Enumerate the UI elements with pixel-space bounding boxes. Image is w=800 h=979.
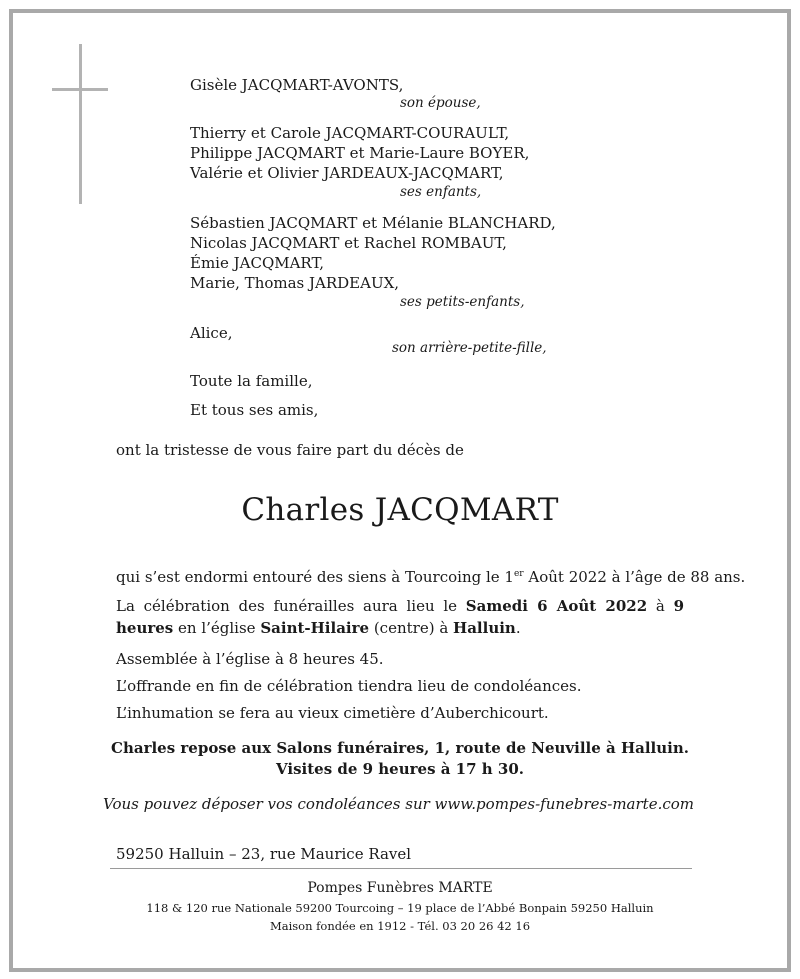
condolences-line: Vous pouvez déposer vos condoléances sur www.pompes-funebres-marte.com — [102, 795, 694, 813]
family-line: Toute la famille, — [190, 372, 313, 390]
church-name: Saint-Hilaire — [260, 619, 370, 637]
children-role: ses enfants, — [400, 184, 482, 200]
great-grandchild-role: son arrière-petite-fille, — [392, 340, 547, 356]
funeral-home-name: Pompes Funèbres MARTE — [307, 880, 493, 896]
ceremony-town: Halluin — [453, 619, 516, 637]
funeral-home-addresses: 118 & 120 rue Nationale 59200 Tourcoing – 19 place de l’Abbé Bonpain 59250 Halluin — [146, 901, 654, 915]
deceased-name: Charles JACQMART — [241, 492, 559, 528]
grandchildren-role: ses petits-enfants, — [400, 294, 525, 310]
cross-horizontal-bar — [52, 88, 108, 91]
funeral-home-founded: Maison fondée en 1912 - Tél. 03 20 26 42 16 — [269, 919, 531, 933]
grandchild-line-3: Émie JACQMART, — [190, 254, 325, 272]
burial-statement: L’inhumation se fera au vieux cimetière d’Auberchicourt. — [116, 704, 549, 722]
visiting-hours-line: Visites de 9 heures à 17 h 30. — [276, 760, 524, 778]
grandchild-line-1: Sébastien JACQMART et Mélanie BLANCHARD, — [190, 214, 556, 232]
rest-location-line: Charles repose aux Salons funéraires, 1, route de Neuville à Halluin. — [111, 739, 689, 757]
death-statement: qui s’est endormi entouré des siens à Tourcoing le 1er Août 2022 à l’âge de 88 ans. — [116, 568, 746, 586]
child-line-1: Thierry et Carole JACQMART-COURAULT, — [190, 124, 510, 142]
footer-divider — [110, 868, 692, 869]
family-address: 59250 Halluin – 23, rue Maurice Ravel — [116, 845, 412, 863]
assembly-statement: Assemblée à l’église à 8 heures 45. — [116, 650, 384, 668]
offering-statement: L’offrande en fin de célébration tiendra lieu de condoléances. — [116, 677, 582, 695]
ceremony-statement: La célébration des funérailles aura lieu le Samedi 6 Août 2022 à 9 heures en l’église Saint-Hilaire (centre) à Halluin. — [116, 597, 685, 637]
grandchild-line-2: Nicolas JACQMART et Rachel ROMBAUT, — [190, 234, 507, 252]
child-line-3: Valérie et Olivier JARDEAUX-JACQMART, — [190, 164, 504, 182]
ceremony-time: 9 heures — [116, 597, 685, 637]
friends-line: Et tous ses amis, — [190, 401, 319, 419]
child-line-2: Philippe JACQMART et Marie-Laure BOYER, — [190, 144, 530, 162]
great-grandchild-name: Alice, — [190, 324, 233, 342]
ceremony-date: Samedi 6 Août 2022 — [465, 597, 648, 615]
spouse-role: son épouse, — [400, 95, 481, 111]
spouse-name: Gisèle JACQMART-AVONTS, — [190, 76, 404, 94]
cross-vertical-bar — [79, 44, 82, 204]
grandchild-line-4: Marie, Thomas JARDEAUX, — [190, 274, 400, 292]
announcement-intro: ont la tristesse de vous faire part du décès de — [116, 441, 464, 459]
